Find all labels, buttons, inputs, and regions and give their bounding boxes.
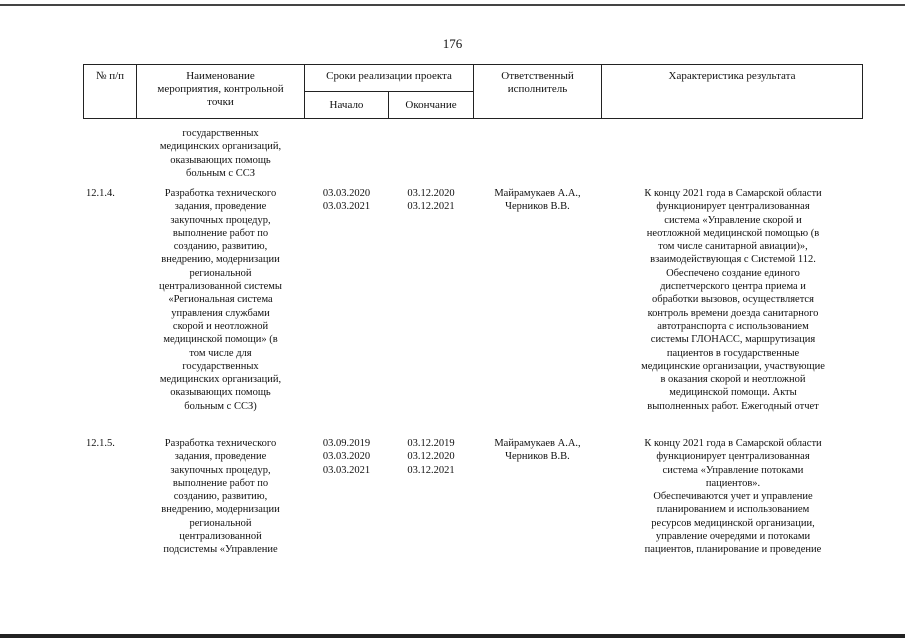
- row-end: 03.12.2020 03.12.2021: [407, 188, 455, 213]
- row-num: 12.1.4.: [86, 188, 115, 199]
- row-result: К концу 2021 года в Самарской области функционирует централизованная система «Управление скорой и неотложной медицинской помощью (в том числе санитарной авиации)», взаимодействующая с Системой 112. Обеспечено создание единого диспетчерского центра приема и обработки вызовов, осуществляется контроль времени доезда санитарного автотранспорта с использованием системы ГЛОНАСС, маршрутизация пациентов в государственные медицинские организации, участвующие в оказания скорой и неотложной медицинской помощи. Акты выполненных работ. Ежегодный отчет: [641, 188, 825, 412]
- top-scan-border: [0, 4, 905, 6]
- header-result: Характеристика результата: [668, 70, 796, 82]
- row-name: Разработка технического задания, проведение закупочных процедур, выполнение работ по созданию, развитию, внедрению, модернизации региональной централизованной подсистемы «Управление: [161, 438, 280, 556]
- continuation-name: государственных медицинских организаций, оказывающих помощь больным с ССЗ: [159, 128, 282, 179]
- header-name: Наименование мероприятия, контрольной точки: [157, 70, 284, 108]
- row-start: 03.03.2020 03.03.2021: [322, 188, 371, 213]
- row-num: 12.1.5.: [86, 438, 115, 449]
- bottom-scan-border: [0, 634, 905, 638]
- header-responsible: Ответственный исполнитель: [501, 70, 574, 95]
- row-end: 03.12.2019 03.12.2020 03.12.2021: [407, 438, 455, 476]
- header-terms: Сроки реализации проекта: [326, 70, 452, 82]
- row-name: Разработка технического задания, проведение закупочных процедур, выполнение работ по созданию, развитию, внедрению, модернизации региональной централизованной системы «Региональная система управления службами скорой и неотложной медицинской помощи» (в том числе для государственных медицинских организаций, оказывающих помощь больным с ССЗ): [159, 188, 282, 412]
- row-responsible: Майрамукаев А.А., Черников В.В.: [494, 438, 581, 463]
- row-result: К концу 2021 года в Самарской области функционирует централизованная система «Управление потоками пациентов». Обеспечиваются учет и управление планированием и использованием ресурсов медицинской организации, управление очередями и потоками пациентов, планирование и проведение: [644, 438, 822, 556]
- row-responsible: Майрамукаев А.А., Черников В.В.: [494, 188, 581, 213]
- header-num: № п/п: [95, 70, 125, 82]
- page-number: 176: [442, 36, 463, 51]
- header-end: Окончание: [405, 99, 457, 111]
- header-start: Начало: [329, 99, 364, 111]
- row-start: 03.09.2019 03.03.2020 03.03.2021: [322, 438, 371, 476]
